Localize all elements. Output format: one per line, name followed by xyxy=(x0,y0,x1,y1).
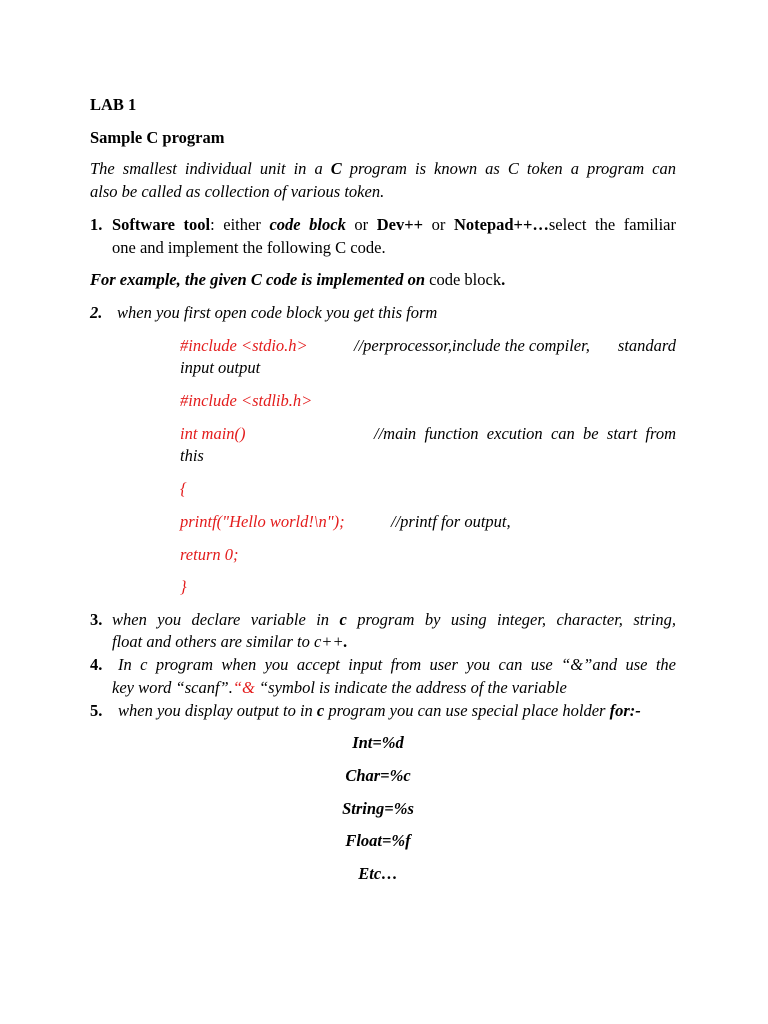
item-3-text-cont: program by using integer, character, string, xyxy=(346,610,676,629)
code-comment-preprocessor xyxy=(354,335,676,357)
example-line xyxy=(90,269,505,291)
item-4-text-end: “symbol is indicate the address of the variable xyxy=(254,678,567,697)
code-comment-preprocessor-cont: input output xyxy=(180,358,261,377)
item-3-c-keyword: c xyxy=(339,610,347,629)
item-5-text-mid: program you can use special place holder xyxy=(324,701,610,720)
item-3-text: when you declare variable in xyxy=(112,610,340,629)
dev-name: Dev++ xyxy=(376,215,424,234)
item-5-text xyxy=(118,700,641,722)
item-2-text: when you first open code block you get this form xyxy=(117,303,438,322)
item-3-period: . xyxy=(343,632,348,651)
code-main-function: int main() xyxy=(180,424,246,443)
placeholder-char: Char=%c xyxy=(345,766,411,785)
code-comment-main-cont: this xyxy=(180,446,204,465)
page-title: LAB 1 xyxy=(90,95,137,114)
item-1-or: or xyxy=(345,215,377,234)
item-4-number: 4. xyxy=(90,655,103,674)
notepad-name: Notepad++… xyxy=(453,215,549,234)
intro-text: The smallest individual unit in a xyxy=(90,159,331,178)
code-block-name: code block xyxy=(269,215,346,234)
comment-preprocessor-text: //perprocessor,include the compiler, xyxy=(354,336,590,355)
placeholder-string: String=%s xyxy=(342,799,414,818)
comment-standard-word: standard xyxy=(617,336,676,355)
item-4-line-1: In c program when you accept input from user you can use “&”and use the xyxy=(118,655,676,674)
code-return: return 0; xyxy=(180,545,239,564)
item-4-ampersand: “& xyxy=(232,678,255,697)
item-1-number: 1. xyxy=(90,215,103,234)
placeholder-float: Float=%f xyxy=(345,831,411,850)
item-3-line-1 xyxy=(112,609,676,631)
item-1-or-2: or xyxy=(423,215,454,234)
item-4-line-2 xyxy=(112,677,567,699)
placeholder-int: Int=%d xyxy=(352,733,404,752)
code-printf: printf("Hello world!\n"); xyxy=(180,512,345,531)
code-open-brace: { xyxy=(180,479,187,498)
code-close-brace: } xyxy=(180,577,187,596)
code-include-stdio: #include <stdio.h> xyxy=(180,336,308,355)
item-5-text-start: when you display output to in xyxy=(118,701,317,720)
item-1-text-end: select the familiar xyxy=(548,215,676,234)
item-3-number: 3. xyxy=(90,610,103,629)
example-code-block: code block xyxy=(429,270,502,289)
placeholder-etc: Etc… xyxy=(358,864,398,883)
item-1-line-1 xyxy=(112,214,676,236)
item-1-line-2: one and implement the following C code. xyxy=(112,238,386,257)
intro-text-cont: program is known as C token a program can xyxy=(341,159,676,178)
intro-c-keyword: C xyxy=(330,159,342,178)
software-tool-label: Software tool xyxy=(112,215,211,234)
item-5-for-label: for:- xyxy=(609,701,641,720)
item-3-text-end: float and others are similar to c++ xyxy=(112,632,344,651)
code-comment-printf: //printf for output, xyxy=(391,512,511,531)
item-2-number: 2. xyxy=(90,303,103,322)
intro-line-1 xyxy=(90,158,676,180)
example-period: . xyxy=(501,270,506,289)
intro-line-2: also be called as collection of various token. xyxy=(90,182,385,201)
item-1-text: : either xyxy=(210,215,270,234)
item-5-number: 5. xyxy=(90,701,103,720)
code-comment-main: //main function excution can be start from xyxy=(374,424,676,443)
item-4-scanf: key word “scanf”. xyxy=(112,678,233,697)
example-text: For example, the given C code is implemented on xyxy=(90,270,430,289)
item-5-c-keyword: c xyxy=(316,701,325,720)
item-3-line-2 xyxy=(112,631,348,653)
section-subtitle: Sample C program xyxy=(90,128,225,147)
code-include-stdlib: #include <stdlib.h> xyxy=(180,391,313,410)
